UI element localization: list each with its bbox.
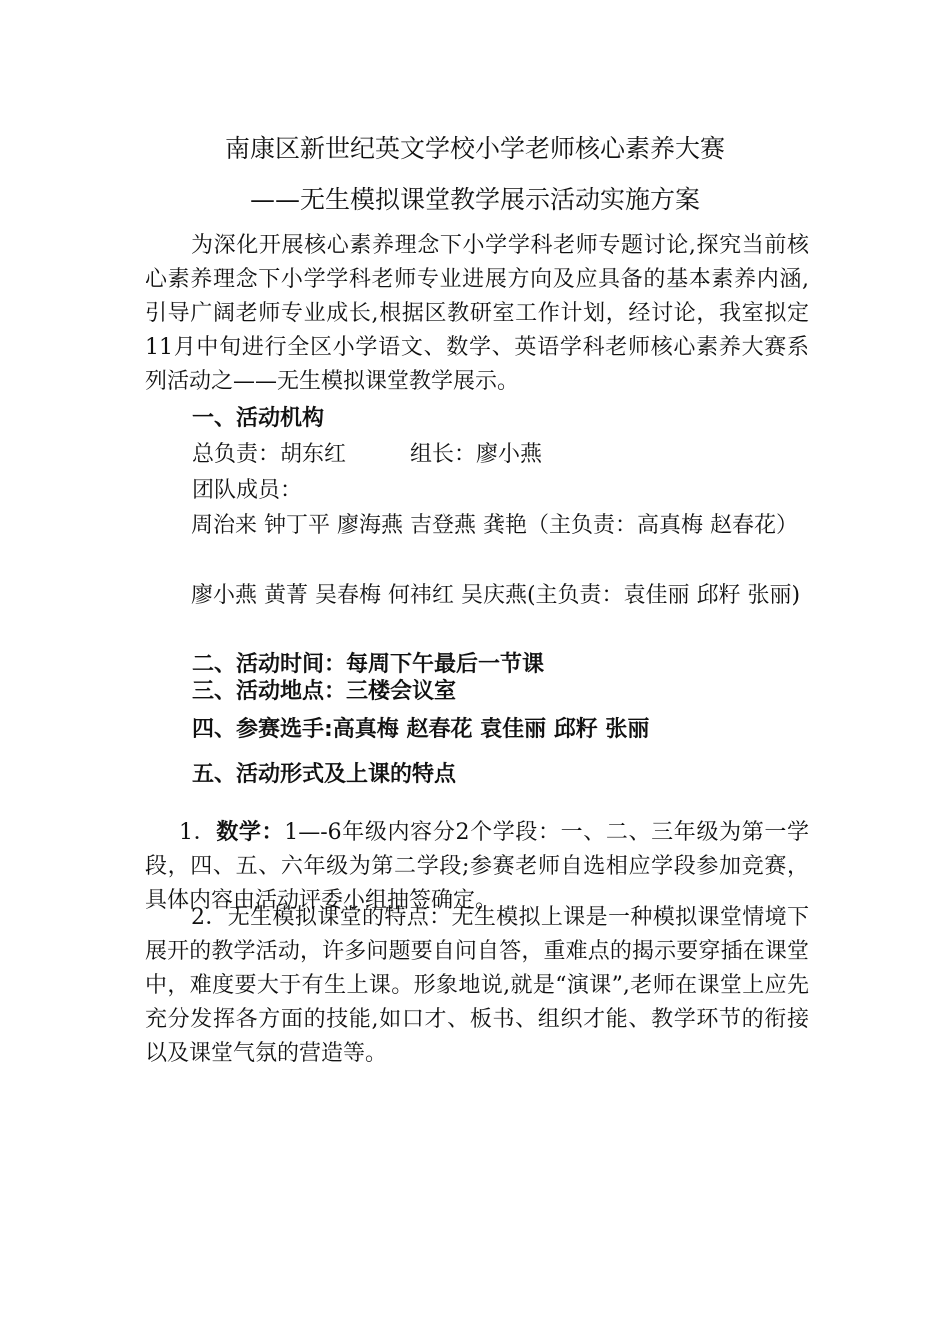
intro-paragraph: 为深化开展核心素养理念下小学学科老师专题讨论,探究当前核心素养理念下小学学科老师专业进展方向及应具备的基本素养内涵,引导广阔老师专业成长,根据区教研室工作计划，经讨论，我室拟定11月中旬进行全区小学语文、数学、英语学科老师核心素养大赛系列活动之——无生模拟课堂教学展示。 (145, 233, 809, 394)
math-item-prefix: 1． (179, 820, 217, 845)
math-item-text: 1—-6年级内容分2个学段：一、二、三年级为第一学段，四、五、六年级为第二学段;参赛老师自选相应学段参加竞赛，具体内容由活动评委小组抽签确定。 (145, 820, 809, 913)
group-leader: 组长：廖小燕 (410, 442, 543, 467)
team-members-label: 团队成员： (192, 478, 303, 503)
leaders-line (192, 438, 542, 472)
section-heading-location: 三、活动地点：三楼会议室 (192, 679, 457, 704)
section-heading-organization: 一、活动机构 (192, 406, 325, 431)
section-heading-contestants: 四、参赛选手:高真梅 赵春花 袁佳丽 邱籽 张丽 (192, 717, 650, 742)
team-group-1: 周治来 钟丁平 廖海燕 吉登燕 龚艳（主负责：高真梅 赵春花） (191, 513, 798, 538)
section-heading-format: 五、活动形式及上课的特点 (192, 762, 457, 787)
simulated-class-features-paragraph: 2．无生模拟课堂的特点：无生模拟上课是一种模拟课堂情境下展开的教学活动，许多问题要自问自答，重难点的揭示要穿插在课堂中，难度要大于有生上课。形象地说,就是“演课”,老师在课堂上应先充分发挥各方面的技能,如口才、板书、组织才能、教学环节的衔接以及课堂气氛的营造等。 (145, 905, 809, 1066)
math-item-label: 数学： (216, 820, 285, 845)
chief-in-charge: 总负责：胡东红 (192, 442, 347, 467)
document-title: 南康区新世纪英文学校小学老师核心素养大赛 (224, 134, 725, 163)
document-subtitle: ——无生模拟课堂教学展示活动实施方案 (249, 185, 700, 214)
team-group-2: 廖小燕 黄菁 吴春梅 何祎红 吴庆燕(主负责：袁佳丽 邱籽 张丽) (191, 583, 801, 608)
section-heading-time: 二、活动时间：每周下午最后一节课 (192, 652, 545, 677)
